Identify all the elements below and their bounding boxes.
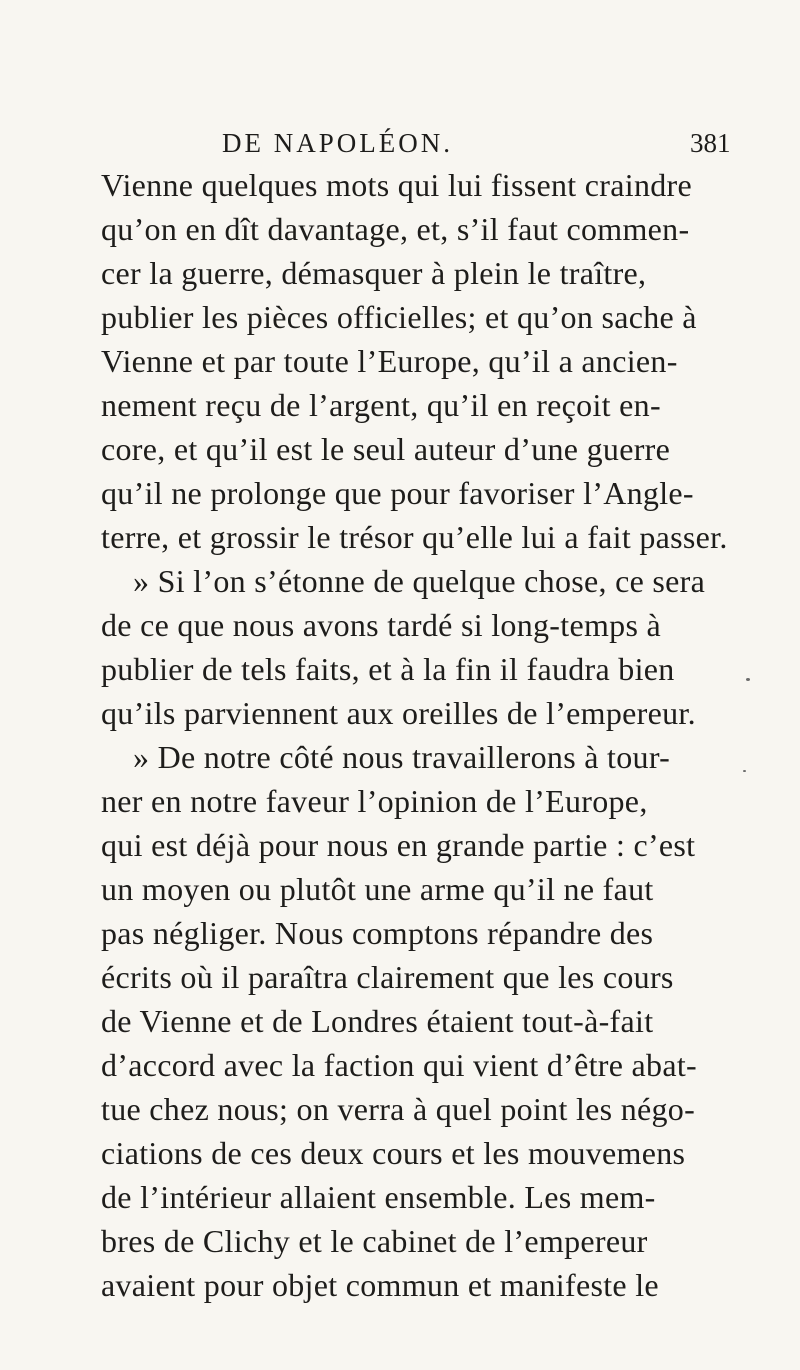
text-line-1: Vienne quelques mots qui lui fissent craindre [101, 167, 692, 203]
text-line-22: tue chez nous; on verra à quel point les négo- [101, 1091, 696, 1127]
text-line-23: ciations de ces deux cours et les mouvemens [101, 1135, 686, 1171]
text-line-9: terre, et grossir le trésor qu’elle lui a fait passer. [101, 519, 728, 555]
paper-speck [746, 678, 750, 681]
text-line-25: bres de Clichy et le cabinet de l’empereur [101, 1223, 648, 1259]
paper-speck [743, 770, 746, 772]
text-line-15: ner en notre faveur l’opinion de l’Europe, [101, 783, 648, 819]
page-number: 381 [690, 128, 731, 158]
text-line-12: publier de tels faits, et à la fin il faudra bien [101, 651, 675, 687]
text-line-10: » Si l’on s’étonne de quelque chose, ce sera [133, 563, 706, 599]
running-title: DE NAPOLÉON. [222, 128, 453, 158]
text-line-8: qu’il ne prolonge que pour favoriser l’Angle- [101, 475, 694, 511]
text-line-16: qui est déjà pour nous en grande partie : c’est [101, 827, 696, 863]
text-line-19: écrits où il paraîtra clairement que les cours [101, 959, 674, 995]
text-line-5: Vienne et par toute l’Europe, qu’il a ancien- [101, 343, 678, 379]
text-line-17: un moyen ou plutôt une arme qu’il ne faut [101, 871, 654, 907]
text-line-11: de ce que nous avons tardé si long-temps à [101, 607, 662, 643]
text-line-24: de l’intérieur allaient ensemble. Les mem- [101, 1179, 656, 1215]
text-line-13: qu’ils parviennent aux oreilles de l’empereur. [101, 695, 696, 731]
text-line-21: d’accord avec la faction qui vient d’être abat- [101, 1047, 698, 1083]
text-line-2: qu’on en dît davantage, et, s’il faut commen- [101, 211, 690, 247]
running-head [0, 126, 800, 166]
text-line-20: de Vienne et de Londres étaient tout-à-fait [101, 1003, 654, 1039]
text-line-26: avaient pour objet commun et manifeste le [101, 1267, 659, 1303]
text-line-14: » De notre côté nous travaillerons à tour- [133, 739, 671, 775]
text-line-18: pas négliger. Nous comptons répandre des [101, 915, 654, 951]
text-line-4: publier les pièces officielles; et qu’on sache à [101, 299, 697, 335]
text-line-7: core, et qu’il est le seul auteur d’une guerre [101, 431, 671, 467]
text-line-3: cer la guerre, démasquer à plein le traître, [101, 255, 647, 291]
text-line-6: nement reçu de l’argent, qu’il en reçoit en- [101, 387, 661, 423]
